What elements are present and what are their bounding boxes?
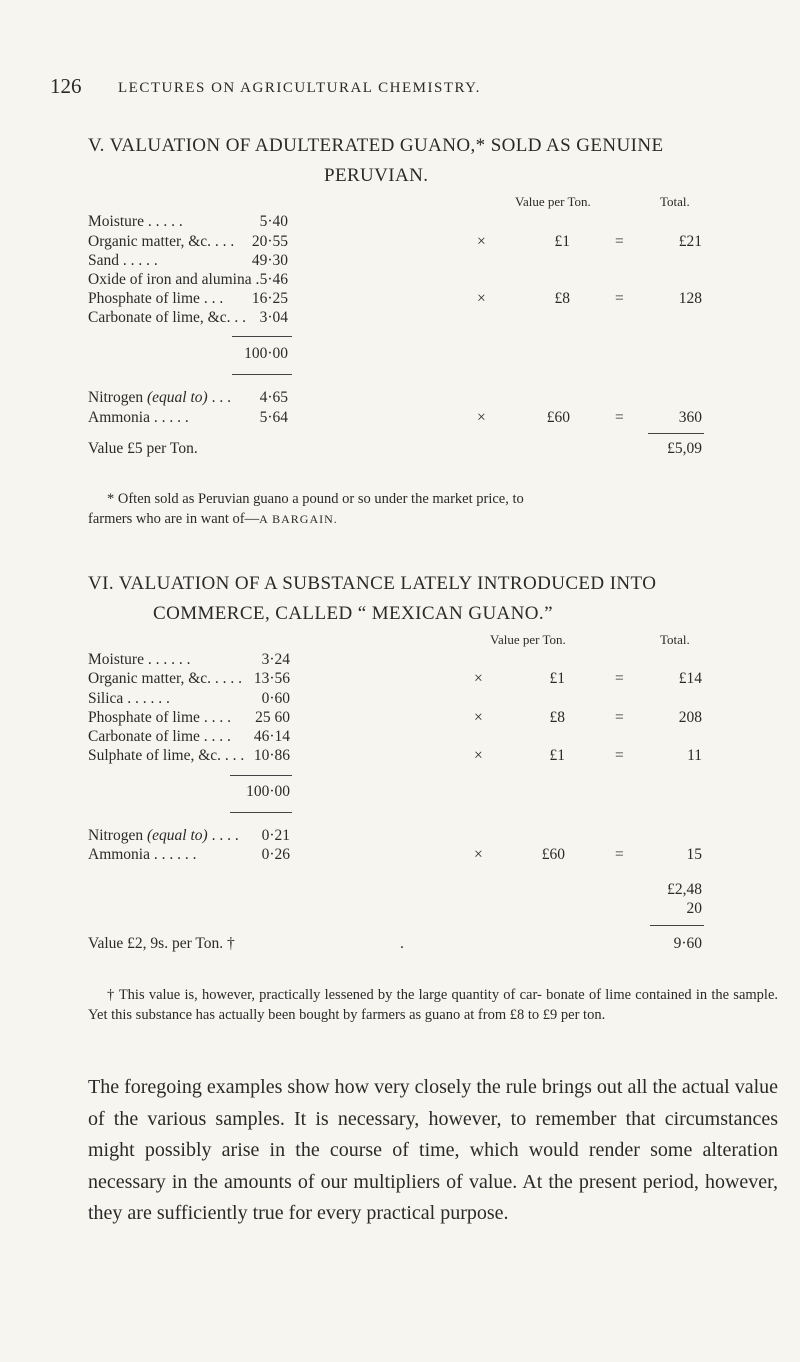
table-row-label: Oxide of iron and alumina . [88, 271, 260, 288]
nitrogen-value: 0·21 [261, 827, 290, 844]
page-number: 126 [50, 74, 82, 98]
section-v-title-line2: PERUVIAN. [324, 165, 429, 186]
sum-value: 100·00 [246, 783, 290, 800]
multiply-sign: × [477, 290, 486, 307]
table-row-value: 16·25 [251, 290, 288, 307]
multiply-sign: × [474, 846, 483, 863]
table-row-value: 3·04 [259, 309, 288, 326]
rate-per-ton: £60 [546, 409, 570, 426]
subtotal-addition: 20 [686, 900, 702, 917]
section-vi-title: VI. VALUATION OF A SUBSTANCE LATELY INTRODUCED INTO [88, 573, 657, 594]
footnote-v-line1: * Often sold as Peruvian guano a pound or so under the market price, to [107, 491, 524, 507]
sum-rule-below [230, 812, 292, 813]
equals-sign: = [615, 233, 624, 250]
table-row-value: 5·46 [259, 271, 288, 288]
table-row-label: Sulphate of lime, &c. . . . [88, 747, 245, 764]
value-line-dot: . [400, 935, 404, 952]
multiply-sign: × [477, 409, 486, 426]
section-v-title: V. VALUATION OF ADULTERATED GUANO,* SOLD AS GENUINE [88, 135, 664, 156]
row-total: £21 [678, 233, 702, 250]
row-total: 11 [687, 747, 702, 764]
table-row-label: Sand . . . . . [88, 252, 158, 269]
ammonia-label: Ammonia . . . . . . [88, 846, 197, 863]
col-total: Total. [660, 194, 690, 209]
rate-per-ton: £8 [554, 290, 570, 307]
table-row-label: Moisture . . . . . [88, 213, 183, 230]
equals-sign: = [615, 409, 624, 426]
section-vi-title-line2: COMMERCE, CALLED “ MEXICAN GUANO.” [153, 603, 553, 624]
equals-sign: = [615, 290, 624, 307]
ammonia-value: 0·26 [261, 846, 290, 863]
rate-per-ton: £1 [549, 747, 565, 764]
col-value-per-ton: Value per Ton. [515, 194, 591, 209]
table-row-value: 3·24 [261, 651, 290, 668]
table-row-label: Carbonate of lime . . . . [88, 728, 231, 745]
running-head: LECTURES ON AGRICULTURAL CHEMISTRY. [118, 80, 481, 96]
row-total: 15 [686, 846, 702, 863]
sum-rule [232, 336, 292, 337]
row-total: 208 [678, 709, 702, 726]
total-rule [650, 925, 704, 926]
equals-sign: = [615, 846, 624, 863]
rate-per-ton: £1 [549, 670, 565, 687]
equals-sign: = [615, 709, 624, 726]
value-line: Value £5 per Ton. [88, 440, 198, 457]
grand-total: £5,09 [667, 440, 702, 457]
row-total: 128 [678, 290, 702, 307]
table-row-value: 5·40 [259, 213, 288, 230]
table-row-value: 46·14 [253, 728, 290, 745]
table-row-value: 0·60 [261, 690, 290, 707]
ammonia-label: Ammonia . . . . . [88, 409, 189, 426]
table-row-value: 20·55 [251, 233, 288, 250]
table-row-label: Phosphate of lime . . . [88, 290, 224, 307]
multiply-sign: × [474, 670, 483, 687]
nitrogen-value: 4·65 [259, 389, 288, 406]
rate-per-ton: £8 [549, 709, 565, 726]
table-row-label: Organic matter, &c. . . . [88, 233, 235, 250]
table-row-label: Carbonate of lime, &c. . . [88, 309, 246, 326]
total-rule [648, 433, 704, 434]
col-total: Total. [660, 632, 690, 647]
table-row-label: Moisture . . . . . . [88, 651, 191, 668]
col-value-per-ton: Value per Ton. [490, 632, 566, 647]
table-row-value: 49·30 [251, 252, 288, 269]
ammonia-value: 5·64 [259, 409, 288, 426]
multiply-sign: × [477, 233, 486, 250]
equals-sign: = [615, 670, 624, 687]
sum-rule [230, 775, 292, 776]
value-line: Value £2, 9s. per Ton. † [88, 935, 235, 952]
table-row-value: 10·86 [253, 747, 290, 764]
grand-total: 9·60 [673, 935, 702, 952]
rate-per-ton: £1 [554, 233, 570, 250]
multiply-sign: × [474, 747, 483, 764]
footnote-vi: † This value is, however, practically lessened by the large quantity of car- bonate of lime contained in the sample. Yet this substance has actually been bought by farmers as guano at from £8 to £9 per ton. [88, 987, 778, 1023]
nitrogen-label: Nitrogen (equal to) . . . [88, 389, 231, 406]
nitrogen-label: Nitrogen (equal to) . . . . [88, 827, 239, 844]
row-total: £14 [678, 670, 702, 687]
table-row-value: 25 60 [255, 709, 290, 726]
table-row-label: Phosphate of lime . . . . [88, 709, 231, 726]
rate-per-ton: £60 [541, 846, 565, 863]
sum-value: 100·00 [244, 345, 288, 362]
footnote-v-line2: farmers who are in want of—A BARGAIN. [88, 511, 338, 527]
table-row-value: 13·56 [253, 670, 290, 687]
equals-sign: = [615, 747, 624, 764]
row-total: 360 [678, 409, 702, 426]
multiply-sign: × [474, 709, 483, 726]
table-row-label: Organic matter, &c. . . . . [88, 670, 243, 687]
sum-rule-below [232, 374, 292, 375]
table-row-label: Silica . . . . . . [88, 690, 170, 707]
closing-paragraph: The foregoing examples show how very closely the rule brings out all the actual value of the various samples. It is necessary, however, to remember that circumstances might possibly arise in the course of time, which would render some alteration necessary in the amounts of our multipliers of value. At the present period, however, they are sufficiently true for every practical purpose. [88, 1076, 778, 1224]
subtotal: £2,48 [667, 881, 702, 898]
